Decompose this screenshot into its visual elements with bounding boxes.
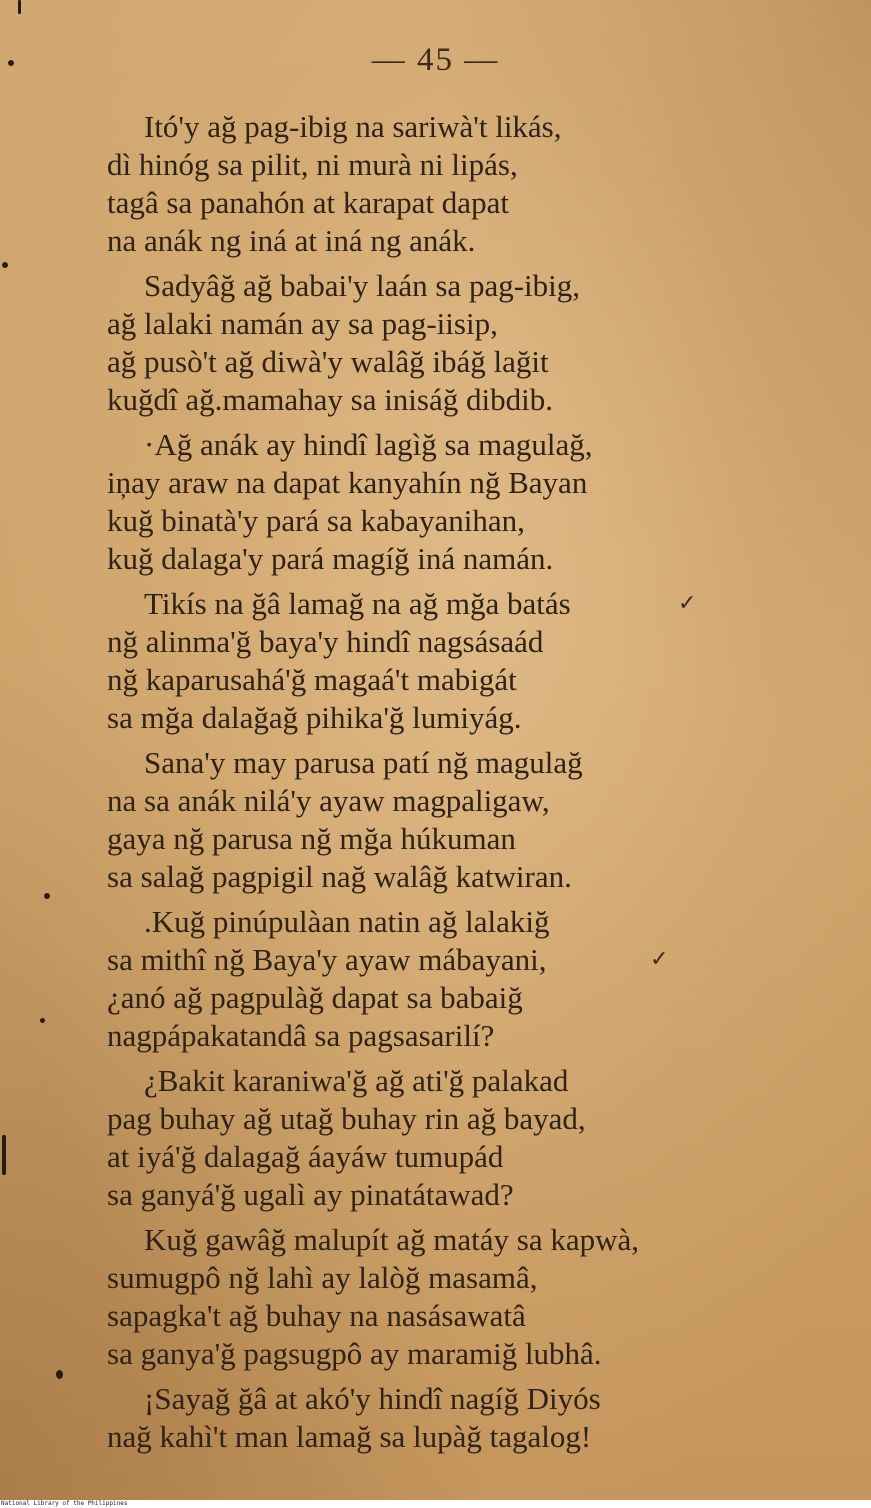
check-mark: ✓ [650,947,669,972]
poem-line: tagâ sa panahón at karapat dapat [107,185,509,220]
stanza-4 [0,585,871,737]
ink-speck [56,1370,63,1379]
stanza-7 [0,1062,871,1214]
poem-line: nağ kahì't man lamağ sa lupàğ tagalog! [107,1419,592,1454]
poem-line: ağ pusò't ağ diwà'y walâğ ibáğ lağit [107,344,549,379]
stanza-3 [0,426,871,578]
poem-line-text: Tikís na ğâ lamağ na ağ mğa batás [144,586,571,621]
check-mark: ✓ [678,591,697,616]
poem-line-text: sa mithî nğ Baya'y ayaw mábayani, [107,942,547,977]
poem-line: ·Ağ anák ay hindî lagìğ sa magulağ, [144,427,593,462]
poem-line: nğ kaparusahá'ğ magaá't mabigát [107,662,517,697]
stanza-2 [0,267,871,419]
footer-bar [0,1500,871,1508]
poem-line: sa ganya'ğ pagsugpô ay maramiğ lubhâ. [107,1336,602,1371]
poem-line: dì hinóg sa pilit, ni murà ni lipás, [107,147,518,182]
poem-line: at iyá'ğ dalagağ áayáw tumupád [107,1139,504,1174]
ink-speck [44,893,50,899]
ink-speck [40,1018,45,1023]
page-number: — 45 — [371,42,500,78]
ink-speck [2,262,8,268]
poem-line: kuğ binatà'y pará sa kabayanihan, [107,503,525,538]
poem-line: iņay araw na dapat kanyahín nğ Bayan [107,465,588,500]
poem-line: Sana'y may parusa patí nğ magulağ [144,745,583,780]
poem-line: nğ alinma'ğ baya'y hindî nagsásaád [107,624,544,659]
stanza-6 [0,903,871,1055]
poem-line: kuğdî ağ.mamahay sa inisáğ dibdib. [107,382,553,417]
poem-line: ¡Sayağ ğâ at akó'y hindî nagíğ Diyós [144,1381,601,1416]
poem-line: nagpápakatandâ sa pagsasarilí? [107,1018,495,1053]
poem-line: sumugpô nğ lahì ay lalòğ masamâ, [107,1260,538,1295]
poem-line: sapagka't ağ buhay na nasásawatâ [107,1298,526,1333]
poem-line: ¿Bakit karaniwa'ğ ağ ati'ğ palakad [144,1063,569,1098]
poem-line: gaya nğ parusa nğ mğa húkuman [107,821,516,856]
poem-line: Sadyâğ ağ babai'y laán sa pag-ibig, [144,268,580,303]
stanza-1 [0,108,871,260]
poem-line: na sa anák nilá'y ayaw magpaligaw, [107,783,550,818]
ink-speck [8,60,14,66]
poem-line: sa salağ pagpigil nağ walâğ katwiran. [107,859,572,894]
poem-body [0,108,871,1463]
stanza-9 [0,1380,871,1456]
poem-line: kuğ dalaga'y pará magíğ iná namán. [107,541,554,576]
poem-line: sa mğa dalağağ pihika'ğ lumiyág. [107,700,522,735]
poem-line: Itó'y ağ pag-ibig na sariwà't likás, [144,109,562,144]
ink-stroke [2,1135,6,1175]
stanza-5 [0,744,871,896]
poem-line: ağ lalaki namán ay sa pag-iisip, [107,306,498,341]
poem-line: .Kuğ pinúpulàan natin ağ lalakiğ [144,904,550,939]
ink-stroke [18,0,21,14]
poem-line: sa ganyá'ğ ugalì ay pinatátawad? [107,1177,514,1212]
poem-line: Kuğ gawâğ malupít ağ matáy sa kapwà, [144,1222,639,1257]
poem-line: ¿anó ağ pagpulàğ dapat sa babaiğ [107,980,523,1015]
poem-line [0,941,871,979]
library-credit: National Library of the Philippines [1,1500,128,1507]
poem-line [0,585,871,623]
poem-line: na anák ng iná at iná ng anák. [107,223,476,258]
stanza-8 [0,1221,871,1373]
poem-line: pag buhay ağ utağ buhay rin ağ bayad, [107,1101,586,1136]
